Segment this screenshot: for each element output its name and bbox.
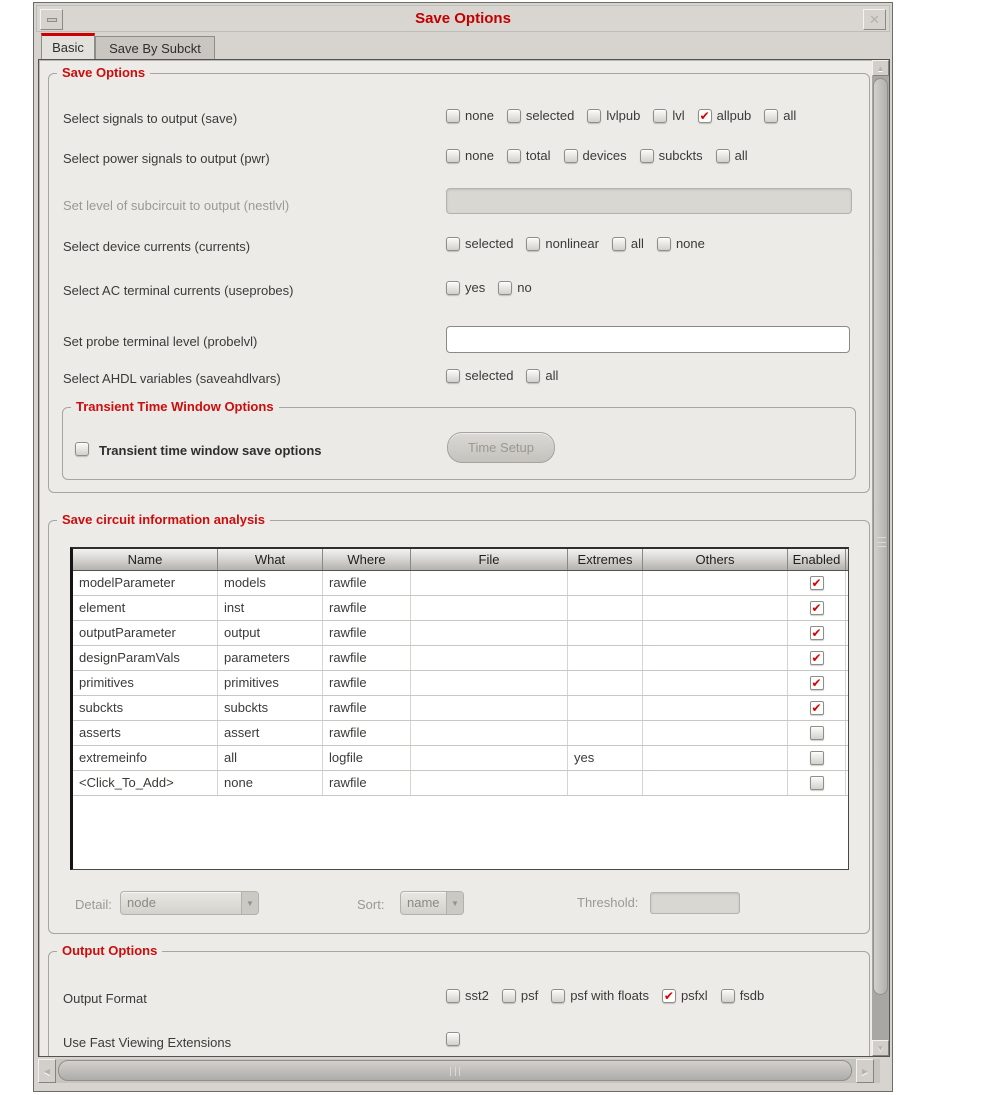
table-row[interactable] (73, 571, 848, 596)
checkbox-label: selected (465, 236, 514, 251)
checkbox-icon[interactable] (446, 237, 460, 251)
useprobes-options (446, 280, 545, 295)
tab-save-by-subckt[interactable] (95, 36, 215, 59)
enabled-checkbox[interactable] (810, 776, 824, 790)
checkbox-option-selected[interactable] (446, 236, 513, 251)
save-signals-options (446, 108, 809, 123)
checkbox-icon[interactable] (498, 281, 512, 295)
checkbox-icon[interactable] (657, 237, 671, 251)
checkbox-option-all[interactable] (612, 236, 644, 251)
save-options-window (33, 2, 893, 1092)
checkbox-label: all (734, 148, 748, 163)
checkbox-option-nonlinear[interactable] (526, 236, 599, 251)
checkbox-icon[interactable] (446, 149, 460, 163)
checkbox-icon[interactable] (446, 989, 460, 1003)
chevron-down-icon: ▼ (241, 892, 258, 914)
checkbox-icon[interactable] (721, 989, 735, 1003)
checkbox-label: devices (582, 148, 627, 163)
output-options-group (48, 943, 870, 1057)
table-row[interactable] (73, 596, 848, 621)
enabled-checkbox-checked[interactable]: ✔ (811, 701, 822, 715)
transient-save-checkbox[interactable] (75, 442, 89, 456)
checkbox-icon[interactable] (587, 109, 601, 123)
cell-name[interactable]: primitives (73, 671, 218, 695)
cell-name[interactable]: designParamVals (73, 646, 218, 670)
checkbox-label: lvlpub (606, 108, 641, 123)
group-title: Save Options (57, 65, 150, 80)
table-header[interactable] (73, 549, 848, 571)
checkbox-option-none[interactable] (657, 236, 705, 251)
cell-file[interactable] (411, 596, 568, 620)
checkbox-label: total (525, 148, 551, 163)
checkbox-icon[interactable] (446, 281, 460, 295)
time-setup-button (447, 432, 555, 463)
scrollbar-grip-icon (877, 537, 886, 547)
checkbox-label: yes (465, 280, 486, 295)
cell-enabled (788, 771, 846, 795)
enabled-checkbox-checked[interactable]: ✔ (811, 651, 822, 665)
tab-bar (36, 33, 890, 59)
cell-name[interactable]: element (73, 596, 218, 620)
checkbox-option-yes[interactable] (446, 280, 485, 295)
save-signals-label: Select signals to output (save) (63, 111, 238, 126)
cell-name[interactable]: outputParameter (73, 621, 218, 645)
useprobes-label: Select AC terminal currents (useprobes) (63, 283, 294, 298)
circuit-info-table[interactable] (70, 547, 849, 870)
cell-where[interactable]: rawfile (323, 571, 411, 595)
checkbox-icon[interactable] (551, 989, 565, 1003)
checkbox-option-all[interactable] (716, 148, 748, 163)
group-title: Save circuit information analysis (57, 512, 270, 527)
table-body (73, 571, 848, 796)
ahdl-vars-label: Select AHDL variables (saveahdlvars) (63, 371, 281, 386)
table-row[interactable] (73, 746, 848, 771)
vertical-scrollbar-thumb[interactable] (873, 78, 888, 995)
checkbox-icon[interactable] (640, 149, 654, 163)
checkbox-option-total[interactable] (507, 148, 551, 163)
output-format-options (446, 988, 777, 1003)
cell-what[interactable]: assert (218, 721, 323, 745)
checkbox-icon[interactable] (716, 149, 730, 163)
cell-enabled (788, 671, 846, 695)
cell-enabled (788, 646, 846, 670)
cell-what[interactable]: parameters (218, 646, 323, 670)
table-row[interactable] (73, 621, 848, 646)
column-header-name[interactable]: Name (73, 549, 218, 570)
group-title: Output Options (57, 943, 162, 958)
cell-others[interactable] (643, 746, 788, 770)
checkbox-option-subckts[interactable] (640, 148, 703, 163)
checkbox-icon[interactable] (612, 237, 626, 251)
checkbox-label: allpub (716, 108, 752, 123)
cell-where[interactable]: rawfile (323, 621, 411, 645)
cell-others[interactable] (643, 721, 788, 745)
cell-what[interactable]: output (218, 621, 323, 645)
enabled-checkbox-checked[interactable]: ✔ (811, 626, 822, 640)
detail-combo-value: node (127, 895, 156, 910)
checkbox-icon[interactable] (564, 149, 578, 163)
tab-label: Save By Subckt (109, 41, 201, 56)
cell-what[interactable]: models (218, 571, 323, 595)
transient-time-window-group (62, 399, 856, 480)
column-header-what[interactable]: What (218, 549, 323, 570)
cell-where[interactable]: rawfile (323, 646, 411, 670)
checkbox-label: selected (465, 368, 514, 383)
checkbox-label: none (465, 108, 494, 123)
cell-others[interactable] (643, 696, 788, 720)
checkbox-label: psfxl (680, 988, 708, 1003)
cell-where[interactable]: rawfile (323, 696, 411, 720)
cell-enabled (788, 621, 846, 645)
checkbox-option-devices[interactable] (564, 148, 627, 163)
cell-name[interactable]: modelParameter (73, 571, 218, 595)
output-format-label: Output Format (63, 991, 147, 1006)
cell-extremes[interactable] (568, 771, 643, 795)
checkbox-label: fsdb (739, 988, 765, 1003)
checkbox-icon[interactable] (507, 109, 521, 123)
checkbox-icon[interactable] (446, 109, 460, 123)
cell-extremes[interactable] (568, 671, 643, 695)
checkbox-option-lvl[interactable] (653, 108, 684, 123)
cell-others[interactable] (643, 671, 788, 695)
window-title: Save Options (415, 10, 511, 27)
probelvl-field[interactable] (446, 326, 850, 353)
cell-extremes[interactable] (568, 721, 643, 745)
column-header-enabled[interactable]: Enabled (788, 549, 846, 570)
enabled-checkbox-checked[interactable]: ✔ (811, 576, 822, 590)
checkbox-option-all[interactable] (764, 108, 796, 123)
cell-where[interactable]: rawfile (323, 771, 411, 795)
cell-others[interactable] (643, 571, 788, 595)
checkbox-checked-icon[interactable]: ✔ (663, 988, 674, 1003)
checkbox-icon[interactable] (507, 149, 521, 163)
device-currents-label: Select device currents (currents) (63, 239, 251, 254)
cell-file[interactable] (411, 746, 568, 770)
chevron-down-icon: ▼ (446, 892, 463, 914)
checkbox-option-psf[interactable] (502, 988, 538, 1003)
sort-label: Sort: (357, 897, 385, 912)
enabled-checkbox[interactable] (810, 751, 824, 765)
checkbox-option-none[interactable] (446, 148, 494, 163)
cell-extremes[interactable] (568, 596, 643, 620)
cell-name[interactable]: <Click_To_Add> (73, 771, 218, 795)
checkbox-option-psfxl[interactable] (662, 988, 708, 1003)
column-header-extremes[interactable]: Extremes (568, 549, 643, 570)
checkbox-label: none (465, 148, 494, 163)
checkbox-option-selected[interactable] (446, 368, 513, 383)
enabled-checkbox[interactable] (810, 726, 824, 740)
cell-extremes[interactable] (568, 571, 643, 595)
cell-enabled (788, 596, 846, 620)
cell-file[interactable] (411, 721, 568, 745)
enabled-checkbox-checked[interactable]: ✔ (811, 676, 822, 690)
close-icon: ✕ (869, 11, 880, 27)
checkbox-option-psf-with-floats[interactable] (551, 988, 649, 1003)
checkbox-label: psf (520, 988, 539, 1003)
checkbox-option-fsdb[interactable] (721, 988, 765, 1003)
cell-others[interactable] (643, 621, 788, 645)
cell-where[interactable]: rawfile (323, 671, 411, 695)
checkbox-option-lvlpub[interactable] (587, 108, 640, 123)
cell-what[interactable]: none (218, 771, 323, 795)
cell-file[interactable] (411, 671, 568, 695)
threshold-field (650, 892, 740, 914)
close-button[interactable] (863, 9, 886, 30)
checkbox-option-selected[interactable] (507, 108, 574, 123)
threshold-label: Threshold: (577, 895, 639, 910)
probelvl-label: Set probe terminal level (probelvl) (63, 334, 258, 349)
column-header-others[interactable]: Others (643, 549, 788, 570)
checkbox-label: selected (525, 108, 575, 123)
checkbox-checked-icon[interactable]: ✔ (699, 108, 710, 123)
cell-extremes[interactable]: yes (568, 746, 643, 770)
scroll-right-button[interactable]: ▶ (856, 1059, 874, 1083)
cell-what[interactable]: subckts (218, 696, 323, 720)
cell-file[interactable] (411, 771, 568, 795)
cell-where[interactable]: logfile (323, 746, 411, 770)
checkbox-label: all (783, 108, 797, 123)
scroll-left-button[interactable]: ◀ (38, 1059, 56, 1083)
cell-where[interactable]: rawfile (323, 721, 411, 745)
cell-what[interactable]: primitives (218, 671, 323, 695)
table-row[interactable] (73, 671, 848, 696)
save-options-group (48, 65, 870, 493)
power-signals-options (446, 148, 761, 163)
table-row[interactable] (73, 646, 848, 671)
cell-name[interactable]: asserts (73, 721, 218, 745)
cell-enabled (788, 721, 846, 745)
nestlvl-label: Set level of subcircuit to output (nestlvl) (63, 198, 290, 213)
checkbox-label: psf with floats (570, 988, 649, 1003)
column-header-where[interactable]: Where (323, 549, 411, 570)
column-header-file[interactable]: File (411, 549, 568, 570)
checkbox-option-all[interactable] (526, 368, 558, 383)
button-label: Time Setup (468, 440, 534, 455)
cell-extremes[interactable] (568, 646, 643, 670)
cell-name[interactable]: subckts (73, 696, 218, 720)
transient-save-label: Transient time window save options (99, 443, 322, 458)
checkbox-icon[interactable] (526, 237, 540, 251)
checkbox-icon[interactable] (764, 109, 778, 123)
table-row[interactable] (73, 771, 848, 796)
checkbox-icon[interactable] (446, 369, 460, 383)
cell-others[interactable] (643, 646, 788, 670)
device-currents-options (446, 236, 718, 251)
checkbox-icon[interactable] (502, 989, 516, 1003)
scroll-up-button[interactable]: ▲ (872, 60, 889, 76)
detail-label: Detail: (75, 897, 112, 912)
fast-viewing-checkbox[interactable] (446, 1032, 460, 1046)
checkbox-option-none[interactable] (446, 108, 494, 123)
scrollbar-grip-icon (450, 1067, 460, 1076)
checkbox-label: subckts (658, 148, 703, 163)
cell-extremes[interactable] (568, 696, 643, 720)
title-bar[interactable] (36, 5, 890, 32)
ahdl-vars-options (446, 368, 571, 383)
table-row[interactable] (73, 721, 848, 746)
tab-basic[interactable] (41, 33, 95, 59)
horizontal-scrollbar-thumb[interactable] (58, 1060, 852, 1081)
checkbox-option-sst2[interactable] (446, 988, 489, 1003)
checkbox-option-no[interactable] (498, 280, 531, 295)
detail-combo (120, 891, 259, 915)
checkbox-label: none (675, 236, 705, 251)
checkbox-label: all (630, 236, 644, 251)
circuit-info-group (48, 512, 870, 934)
checkbox-label: lvl (672, 108, 685, 123)
enabled-checkbox-checked[interactable]: ✔ (811, 601, 822, 615)
nestlvl-field (446, 188, 852, 214)
cell-file[interactable] (411, 646, 568, 670)
scroll-down-button[interactable]: ▼ (872, 1040, 889, 1056)
checkbox-label: nonlinear (545, 236, 599, 251)
horizontal-scrollbar[interactable] (38, 1059, 880, 1083)
cell-others[interactable] (643, 771, 788, 795)
cell-file[interactable] (411, 621, 568, 645)
checkbox-label: sst2 (465, 988, 489, 1003)
group-title: Transient Time Window Options (71, 399, 279, 414)
cell-file[interactable] (411, 696, 568, 720)
cell-what[interactable]: all (218, 746, 323, 770)
cell-enabled (788, 571, 846, 595)
power-signals-label: Select power signals to output (pwr) (63, 151, 270, 166)
checkbox-option-allpub[interactable] (698, 108, 752, 123)
sort-combo-value: name (407, 895, 440, 910)
vertical-scrollbar[interactable] (872, 60, 889, 1056)
cell-enabled (788, 746, 846, 770)
sort-combo (400, 891, 464, 915)
checkbox-label: all (545, 368, 559, 383)
cell-where[interactable]: rawfile (323, 596, 411, 620)
cell-others[interactable] (643, 596, 788, 620)
basic-tab-content (38, 59, 890, 1057)
fast-viewing-label: Use Fast Viewing Extensions (63, 1035, 232, 1050)
cell-file[interactable] (411, 571, 568, 595)
cell-what[interactable]: inst (218, 596, 323, 620)
checkbox-icon[interactable] (653, 109, 667, 123)
tab-label: Basic (52, 40, 84, 55)
table-row[interactable] (73, 696, 848, 721)
cell-extremes[interactable] (568, 621, 643, 645)
cell-name[interactable]: extremeinfo (73, 746, 218, 770)
cell-enabled (788, 696, 846, 720)
checkbox-icon[interactable] (526, 369, 540, 383)
checkbox-label: no (517, 280, 532, 295)
